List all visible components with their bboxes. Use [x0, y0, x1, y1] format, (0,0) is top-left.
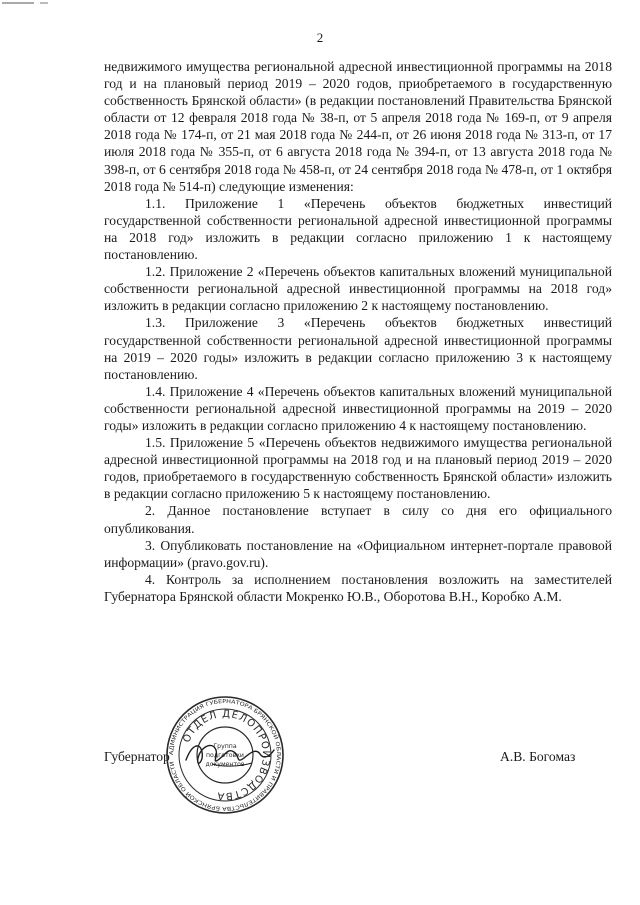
stamp-middle-text: ОТДЕЛ ДЕЛОПРОИЗВОДСТВА: [181, 708, 272, 802]
stamp-center-line-3: документов: [205, 761, 245, 768]
paragraph-4: 4. Контроль за исполнением постановления возложить на заместителей Губернатора Брянской области Мокренко Ю.В., Оборотова В.Н., Коробко А.М.: [104, 571, 612, 604]
signer-position: Губернатор: [104, 749, 170, 764]
paragraph-intro: недвижимого имущества региональной адресной инвестиционной программы на 2018 год и на плановый период 2019 – 2020 годов, приобретаемого в государственную собственность Брянской области» (в редакции постановлений Правительства Брянской области от 12 февраля 2018 года № 38-п, от 5 апреля 2018 года № 169-п, от 9 апреля 2018 года № 174-п, от 21 мая 2018 года № 244-п, от 26 июня 2018 года № 313-п, от 17 июля 2018 года № 355-п, от 6 августа 2018 года № 394-п, от 13 августа 2018 года № 398-п, от 6 сентября 2018 года № 458-п, от 24 сентября 2018 года № 478-п, от 1 октября 2018 года № 514-п) следующие изменения:: [104, 59, 612, 194]
signer-name: А.В. Богомаз: [500, 749, 576, 764]
paragraph-1-3: 1.3. Приложение 3 «Перечень объектов бюджетных инвестиций государственной собственности региональной адресной инвестиционной программы на 2019 – 2020 годы» изложить в редакции согласно приложению 3 к настоящему постановлению.: [104, 315, 612, 382]
page-number: 2: [316, 30, 324, 45]
paragraph-1-2: 1.2. Приложение 2 «Перечень объектов капитальных вложений муниципальной собственности региональной адресной инвестиционной программы на 2018 год» изложить в редакции согласно приложению 2 к настоящему постановлению.: [104, 264, 612, 314]
document-body: [104, 58, 612, 605]
paragraph-1-1: 1.1. Приложение 1 «Перечень объектов бюджетных инвестиций государственной собственности региональной адресной инвестиционной программы на 2018 год» изложить в редакции согласно приложению 1 к настоящему постановлению.: [104, 195, 612, 263]
handwritten-signature: [182, 734, 278, 774]
stamp-center-line-2: подготовки: [206, 752, 244, 759]
paragraph-1-5: 1.5. Приложение 5 «Перечень объектов недвижимого имущества региональной адресной инвестиционной программы на 2018 год и на плановый период 2019 – 2020 годов, приобретаемого в государственную собственность Брянской области» изложить в редакции согласно приложению 5 к настоящему постановлению.: [104, 435, 612, 502]
paragraph-1-4: 1.4. Приложение 4 «Перечень объектов капитальных вложений муниципальной собственности региональной адресной инвестиционной программы на 2019 – 2020 годы» изложить в редакции согласно приложению 4 к настоящему постановлению.: [104, 383, 612, 433]
paragraph-3: 3. Опубликовать постановление на «Официальном интернет-портале правовой информации» (pravo.gov.ru).: [104, 537, 612, 570]
stamp-outer-text: АДМИНИСТРАЦИЯ ГУБЕРНАТОРА БРЯНСКОЙ ОБЛАСТИ И ПРАВИТЕЛЬСТВА БРЯНСКОЙ ОБЛАСТИ: [168, 698, 282, 812]
stamp-center-line-1: Группа: [213, 743, 237, 750]
paragraph-2: 2. Данное постановление вступает в силу со дня его официального опубликования.: [104, 503, 612, 536]
scan-artifact: [0, 0, 60, 6]
